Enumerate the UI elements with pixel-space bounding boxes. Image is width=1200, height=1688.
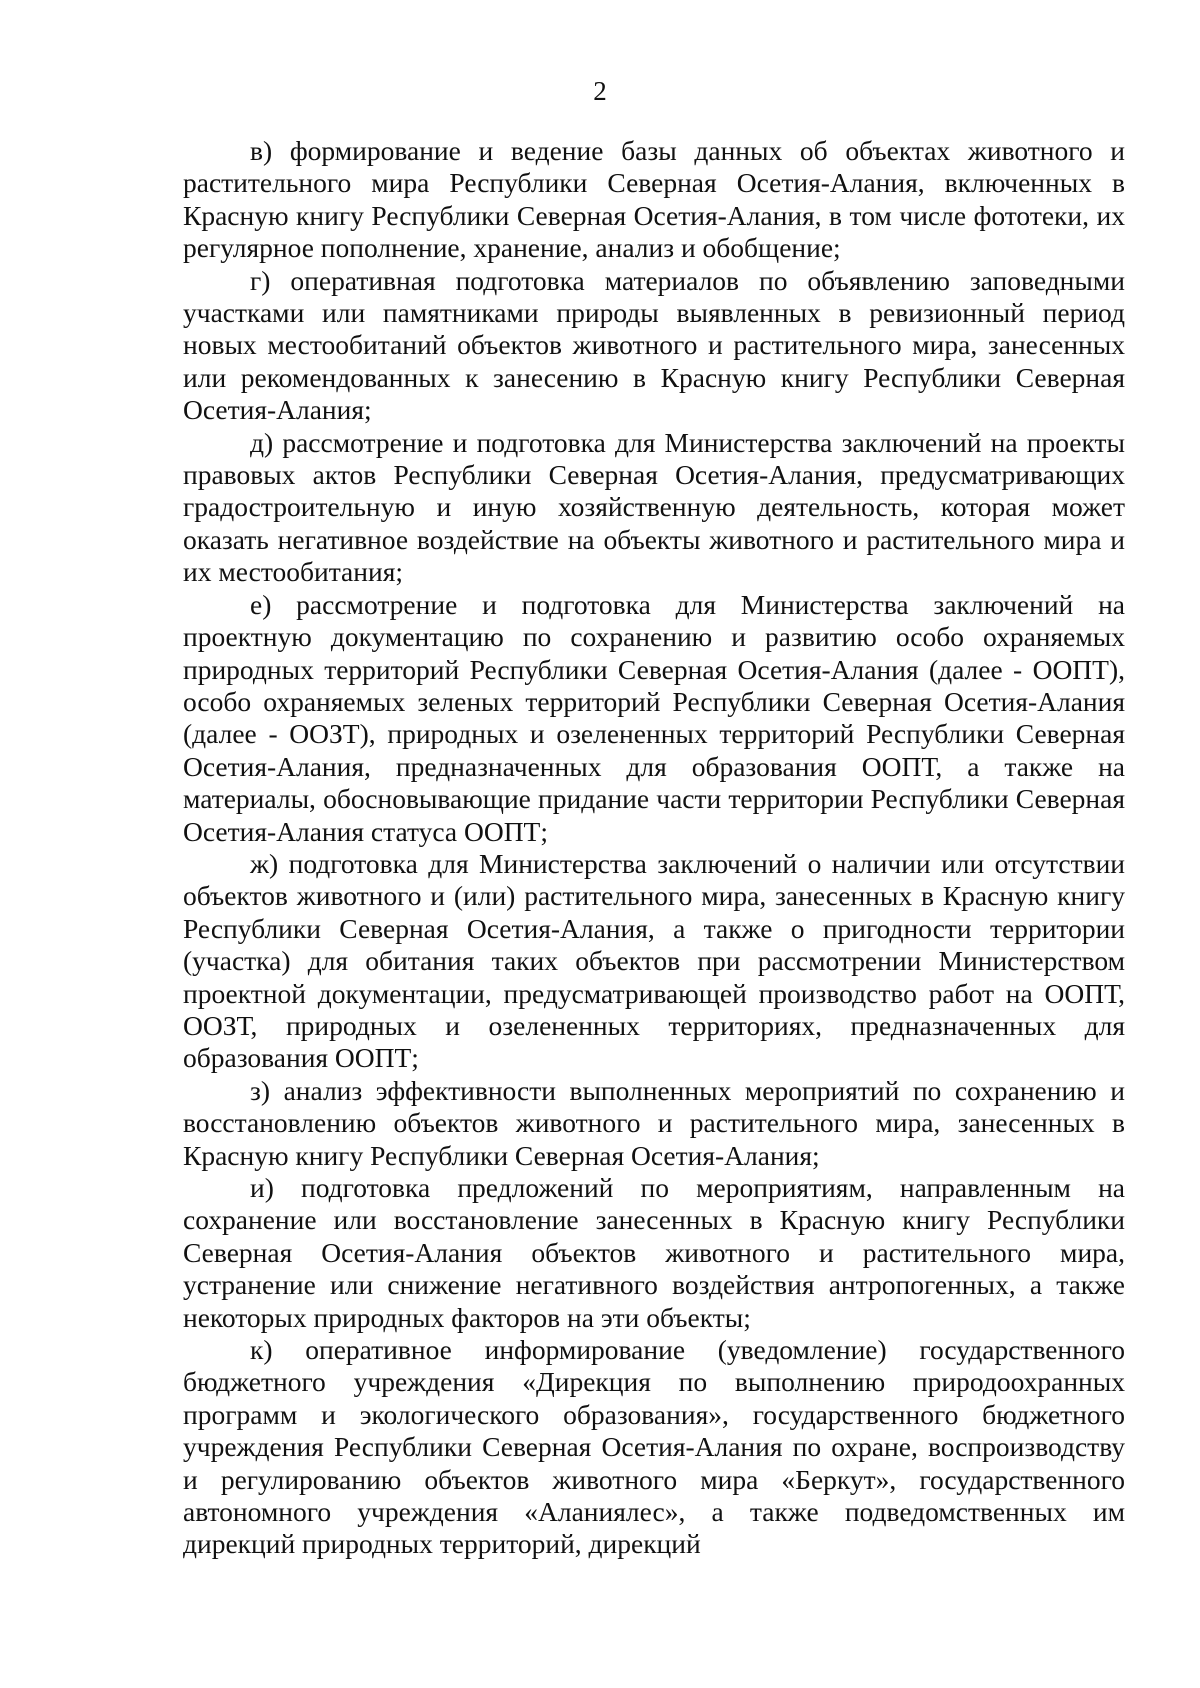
document-body [183,135,1125,1561]
paragraph-d: д) рассмотрение и подготовка для Министерства заключений на проекты правовых актов Республики Северная Осетия-Алания, предусматривающих градостроительную и иную хозяйственную деятельность, которая может оказать негативное воздействие на объекты животного и растительного мира и их местообитания; [183,426,1125,588]
paragraph-z: з) анализ эффективности выполненных мероприятий по сохранению и восстановлению объектов животного и растительного мира, занесенных в Красную книгу Республики Северная Осетия-Алания; [183,1074,1125,1171]
paragraph-g: г) оперативная подготовка материалов по объявлению заповедными участками или памятниками природы выявленных в ревизионный период новых местообитаний объектов животного и растительного мира, занесенных или рекомендованных к занесению в Красную книгу Республики Северная Осетия-Алания; [183,264,1125,426]
paragraph-zh: ж) подготовка для Министерства заключений о наличии или отсутствии объектов животного и (или) растительного мира, занесенных в Красную книгу Республики Северная Осетия-Алания, а также о пригодности территории (участка) для обитания таких объектов при рассмотрении Министерством проектной документации, предусматривающей производство работ на ООПТ, ООЗТ, природных и озелененных территориях, предназначенных для образования ООПТ; [183,847,1125,1074]
paragraph-i: и) подготовка предложений по мероприятиям, направленным на сохранение или восстановление занесенных в Красную книгу Республики Северная Осетия-Алания объектов животного и растительного мира, устранение или снижение негативного воздействия антропогенных, а также некоторых природных факторов на эти объекты; [183,1172,1125,1333]
paragraph-v: в) формирование и ведение базы данных об объектах животного и растительного мира Республики Северная Осетия-Алания, включенных в Красную книгу Республики Северная Осетия-Алания, в том числе фототеки, их регулярное пополнение, хранение, анализ и обобщение; [183,135,1125,264]
page-number: 2 [593,76,607,106]
paragraph-k: к) оперативное информирование (уведомление) государственного бюджетного учреждения «Дирекция по выполнению природоохранных программ и экологического образования», государственного бюджетного учреждения Республики Северная Осетия-Алания по охране, воспроизводству и регулированию объектов животного мира «Беркут», государственного автономного учреждения «Аланиялес», а также подведомственных им дирекций природных территорий, дирекций [183,1334,1125,1560]
paragraph-e: е) рассмотрение и подготовка для Министерства заключений на проектную документацию по сохранению и развитию особо охраняемых природных территорий Республики Северная Осетия-Алания (далее - ООПТ), особо охраняемых зеленых территорий Республики Северная Осетия-Алания (далее - ООЗТ), природных и озелененных территорий Республики Северная Осетия-Алания, предназначенных для образования ООПТ, а также на материалы, обосновывающие придание части территории Республики Северная Осетия-Алания статуса ООПТ; [183,588,1125,847]
